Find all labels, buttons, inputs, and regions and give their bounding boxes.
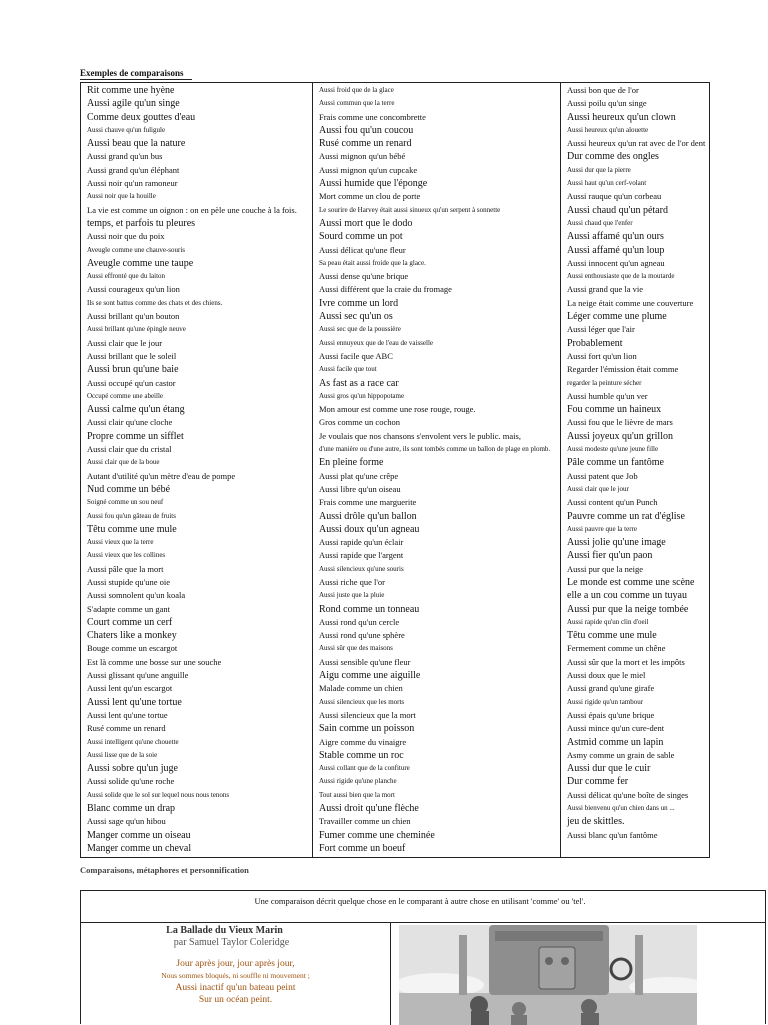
simile-entry: Aussi sûr que des maisons <box>319 644 393 653</box>
poem-author: par Samuel Taylor Coleridge <box>173 937 290 948</box>
simile-entry: Aussi mince qu'un cure-dent <box>567 723 665 734</box>
simile-entry: Est là comme une bosse sur une souche <box>87 656 222 667</box>
simile-entry: Aussi collant que de la confiture <box>319 764 410 773</box>
simile-entry: Aussi fort qu'un lion <box>567 350 637 361</box>
simile-entry: Tout aussi bien que la mort <box>319 790 395 799</box>
simile-entry: Fort comme un boeuf <box>319 842 406 854</box>
simile-entry: Nud comme un bébé <box>87 483 171 495</box>
simile-entry: Aussi courageux qu'un lion <box>87 284 180 295</box>
simile-entry: S'adapte comme un gant <box>87 603 170 614</box>
simile-entry: Frais comme une concombrette <box>319 111 426 122</box>
simile-entry: Aussi droit qu'une flèche <box>319 803 419 815</box>
simile-entry: Aussi modeste qu'une jeune fille <box>567 445 659 454</box>
simile-entry: Aussi beau que la nature <box>87 138 186 150</box>
simile-entry: Dur comme fer <box>567 776 629 788</box>
simile-entry: Malade comme un chien <box>319 683 403 694</box>
simile-entry: Aussi noir que la houille <box>87 192 156 201</box>
simile-entry: Bouge comme un escargot <box>87 643 178 654</box>
simile-entry: Aussi somnolent qu'un koala <box>87 590 186 601</box>
simile-entry: Aussi fou qu'un coucou <box>319 124 414 136</box>
simile-entry: Aussi dur que le cuir <box>567 763 651 775</box>
simile-entry: Aussi délicat qu'une fleur <box>319 244 406 255</box>
simile-entry: Rusé comme un renard <box>87 723 166 734</box>
simile-entry: Le sourire de Harvey était aussi sinueux qu'un serpent à sonnette <box>319 205 501 214</box>
simile-entry: Aussi innocent qu'un agneau <box>567 257 665 268</box>
simile-entry: jeu de skittles. <box>567 816 625 828</box>
simile-entry: Le monde est comme une scène <box>567 576 695 588</box>
simile-entry: Manger comme un oiseau <box>87 829 191 841</box>
simile-entry: Aussi poilu qu'un singe <box>567 98 647 109</box>
poem-line: Sur un océan peint. <box>198 995 273 1005</box>
simile-entry: Aussi fou qu'un gâteau de fruits <box>87 511 176 520</box>
simile-entry: Aussi rigide qu'une planche <box>319 777 397 786</box>
section-heading-figures: Comparaisons, métaphores et personnification <box>80 865 249 875</box>
simile-entry: Aveugle comme une taupe <box>87 257 194 269</box>
simile-entry: Chaters like a monkey <box>87 630 177 642</box>
poem-line: Jour après jour, jour après jour, <box>176 959 295 969</box>
simile-entry: temps, et parfois tu pleures <box>87 217 196 229</box>
simile-entry: Mon amour est comme une rose rouge, rouge. <box>319 404 476 415</box>
ship-illustration-svg <box>399 925 697 1025</box>
simile-entry: Aussi riche que l'or <box>319 576 385 587</box>
simile-entry: Astmid comme un lapin <box>567 736 664 748</box>
simile-entry: Aussi rapide qu'un clin d'oeil <box>567 617 649 626</box>
simile-entry: Aveugle comme une chauve-souris <box>87 245 186 254</box>
simile-entry: Aussi sec qu'un os <box>319 311 393 323</box>
simile-entry: Pâle comme un fantôme <box>567 457 664 469</box>
simile-entry: Aussi chaud que l'enfer <box>567 218 633 227</box>
simile-entry: Aussi heureux qu'un clown <box>567 111 676 123</box>
simile-entry: d'une manière ou d'une autre, ils sont tombés comme un ballon de plage en plomb. <box>319 445 551 454</box>
simile-entry: Aussi sec que de la poussière <box>319 325 401 334</box>
simile-entry: Aussi humide que l'éponge <box>319 178 428 190</box>
simile-entry: Aussi patent que Job <box>567 470 638 481</box>
simile-entry: Aussi brillant qu'un bouton <box>87 311 180 322</box>
simile-entry: Aussi plat qu'une crêpe <box>319 470 399 481</box>
simile-entry: Aussi solide que le sol sur lequel nous nous tenons <box>87 790 230 799</box>
simile-entry: Aussi noir que du poix <box>87 231 165 242</box>
simile-entry: Aussi mignon qu'un cupcake <box>319 164 418 175</box>
simile-entry: Aussi grand que la vie <box>567 284 644 295</box>
simile-entry: Aussi effronté que du laiton <box>87 272 166 281</box>
simile-entry: Ils se sont battus comme des chats et des chiens. <box>87 298 223 307</box>
simile-entry: Aussi calme qu'un étang <box>87 404 185 416</box>
definition-box <box>80 890 766 1024</box>
simile-entry: Sourd comme un pot <box>319 231 403 243</box>
simile-entry: Aussi silencieux que la mort <box>319 709 416 720</box>
simile-entry: Aussi commun que la terre <box>319 99 395 108</box>
simile-entry: Aussi chauve qu'un fuligule <box>87 125 166 134</box>
poem-line: Nous sommes bloqués, ni souffle ni mouvement ; <box>161 971 310 980</box>
similes-column-2 <box>313 83 561 857</box>
simile-entry: Aussi juste que la pluie <box>319 591 385 600</box>
simile-entry: Fermement comme un chêne <box>567 643 666 654</box>
simile-entry: Aussi clair que de la boue <box>87 458 160 467</box>
simile-entry: En pleine forme <box>319 457 384 469</box>
simile-entry: Têtu comme une mule <box>567 630 657 642</box>
simile-entry: La vie est comme un oignon : on en pèle une couche à la fois. <box>87 204 297 215</box>
simile-entry: Fumer comme une cheminée <box>319 829 435 841</box>
simile-entry: La neige était comme une couverture <box>567 297 694 308</box>
simile-entry: Aussi brillant que le soleil <box>87 350 177 361</box>
simile-entry: Aussi brillant qu'une épingle neuve <box>87 325 186 334</box>
simile-entry: Aussi lent qu'un escargot <box>87 683 173 694</box>
simile-entry: Aussi doux qu'un agneau <box>319 523 420 535</box>
simile-entry: Aussi clair que le jour <box>567 484 629 493</box>
simile-entry: Aussi blanc qu'un fantôme <box>567 829 658 840</box>
simile-entry: Aussi heureux qu'un rat avec de l'or dent <box>567 138 706 149</box>
simile-entry: Aussi clair qu'une cloche <box>87 417 173 428</box>
simile-entry: Aussi rauque qu'un corbeau <box>567 191 662 202</box>
simile-entry: Aussi solide qu'une roche <box>87 776 175 787</box>
simile-entry: Gros comme un cochon <box>319 417 400 428</box>
simile-entry: Aussi noir qu'un ramoneur <box>87 178 178 189</box>
simile-entry: Soigné comme un sou neuf <box>87 498 164 507</box>
simile-entry: Aussi facile que ABC <box>319 350 393 361</box>
simile-entry: regarder la peinture sécher <box>567 378 642 387</box>
simile-entry: Dur comme des ongles <box>567 151 659 163</box>
ship-deck-illustration <box>399 925 697 1025</box>
similes-table <box>80 82 710 858</box>
simile-entry: Court comme un cerf <box>87 616 173 628</box>
simile-entry: Aussi pur que la neige tombée <box>567 603 689 615</box>
simile-entry: Aussi sûr que la mort et les impôts <box>567 656 685 667</box>
simile-entry: As fast as a race car <box>319 377 399 389</box>
simile-entry: Aussi facile que tout <box>319 365 377 374</box>
simile-entry: Aussi heureux qu'un alouette <box>567 125 649 134</box>
simile-entry: Aigu comme une aiguille <box>319 670 421 682</box>
similes-column-3 <box>561 83 709 857</box>
simile-entry: Aussi stupide qu'une oie <box>87 576 170 587</box>
simile-entry: Aussi rigide qu'un tambour <box>567 697 644 706</box>
simile-entry: Aussi clair que le jour <box>87 337 163 348</box>
simile-entry: Aussi dense qu'une brique <box>319 271 409 282</box>
simile-entry: Aussi sensible qu'une fleur <box>319 656 411 667</box>
simile-entry: Aussi glissant qu'une anguille <box>87 670 189 681</box>
simile-entry: Aussi bon que de l'or <box>567 85 639 95</box>
simile-entry: Aussi rapide qu'un éclair <box>319 537 404 548</box>
simile-entry: Aussi vieux que les collines <box>87 551 166 560</box>
simile-entry: Aussi haut qu'un cerf-volant <box>567 179 647 188</box>
simile-entry: Ivre comme un lord <box>319 297 399 309</box>
simile-entry: Autant d'utilité qu'un mètre d'eau de pompe <box>87 470 236 481</box>
simile-entry: Aussi pauvre que la terre <box>567 524 637 533</box>
simile-entry: Aussi humble qu'un ver <box>567 390 648 401</box>
simile-entry: Aussi épais qu'une brique <box>567 709 655 720</box>
simile-entry: Aussi léger que l'air <box>567 324 635 335</box>
simile-entry: Aussi mort que le dodo <box>319 217 413 229</box>
simile-entry: Aussi délicat qu'une boîte de singes <box>567 789 689 800</box>
simile-entry: Aussi silencieux qu'une souris <box>319 564 404 573</box>
simile-entry: Aussi doux que le miel <box>567 670 646 681</box>
simile-entry: Aussi lent qu'une tortue <box>87 709 168 720</box>
simile-entry: Aussi sobre qu'un juge <box>87 763 178 775</box>
simile-entry: Aussi lent qu'une tortue <box>87 696 182 708</box>
simile-entry: Regarder l'émission était comme <box>567 364 679 375</box>
simile-entry: Rit comme une hyène <box>87 85 175 96</box>
simile-entry: Léger comme une plume <box>567 311 667 323</box>
simile-entry: Aussi rapide que l'argent <box>319 550 404 561</box>
simile-entry: Aussi rond qu'une sphère <box>319 630 405 641</box>
similes-column-1 <box>81 83 313 857</box>
simile-entry: Aussi pâle que la mort <box>87 563 164 574</box>
poem-panel <box>81 923 391 1025</box>
simile-entry: Aussi brun qu'une baie <box>87 364 179 376</box>
simile-entry: Blanc comme un drap <box>87 803 176 815</box>
simile-entry: Aussi dur que la pierre <box>567 165 631 174</box>
simile-entry: Aussi froid que de la glace <box>319 86 394 94</box>
simile-entry: Aussi fou que le lièvre de mars <box>567 417 673 428</box>
simile-entry: Aussi affamé qu'un ours <box>567 231 664 243</box>
simile-entry: Aussi libre qu'un oiseau <box>319 483 401 494</box>
simile-entry: Pauvre comme un rat d'église <box>567 510 685 522</box>
simile-entry: Aussi occupé qu'un castor <box>87 377 176 388</box>
simile-entry: Aussi clair que du cristal <box>87 444 172 455</box>
simile-entry: Aussi fier qu'un paon <box>567 550 653 562</box>
simile-entry: Aussi bienvenu qu'un chien dans un ... <box>567 804 675 813</box>
simile-entry: Frais comme une marguerite <box>319 497 417 508</box>
simile-entry: Aussi agile qu'un singe <box>87 98 180 110</box>
simile-entry: Aussi joyeux qu'un grillon <box>567 430 673 442</box>
simile-entry: Aussi grand qu'un bus <box>87 151 163 162</box>
simile-entry: Aussi pur que la neige <box>567 563 644 574</box>
simile-entry: Aussi enthousiaste que de la moutarde <box>567 272 675 281</box>
simile-entry: Aussi rond qu'un cercle <box>319 616 400 627</box>
simile-entry: Aussi gros qu'un hippopotame <box>319 391 405 400</box>
simile-definition: Une comparaison décrit quelque chose en le comparant à autre chose en utilisant 'comme' ou 'tel'. <box>81 891 765 923</box>
simile-entry: Travailler comme un chien <box>319 816 411 827</box>
simile-entry: Stable comme un roc <box>319 749 404 761</box>
simile-entry: Aussi mignon qu'un bébé <box>319 151 406 162</box>
simile-entry: Aussi ennuyeux que de l'eau de vaisselle <box>319 338 434 347</box>
simile-entry: Aussi différent que la craie du fromage <box>319 284 452 295</box>
simile-entry: Aussi drôle qu'un ballon <box>319 510 417 522</box>
simile-entry: Sa peau était aussi froide que la glace. <box>319 258 426 267</box>
simile-entry: Aussi vieux que la terre <box>87 538 154 547</box>
poem-title: La Ballade du Vieux Marin <box>166 925 283 936</box>
simile-entry: Probablement <box>567 337 623 349</box>
simile-entry: Je voulais que nos chansons s'envolent vers le public. mais, <box>319 430 521 441</box>
simile-entry: Rond comme un tonneau <box>319 603 420 615</box>
simile-entry: Sain comme un poisson <box>319 723 415 735</box>
simile-entry: Manger comme un cheval <box>87 842 192 854</box>
simile-entry: Aigre comme du vinaigre <box>319 736 407 747</box>
simile-entry: Aussi affamé qu'un loup <box>567 244 665 256</box>
simile-entry: Aussi intelligent qu'une chouette <box>87 737 179 746</box>
simile-entry: Occupé comme une abeille <box>87 391 163 400</box>
simile-entry: Aussi jolie qu'une image <box>567 537 666 549</box>
simile-entry: Propre comme un sifflet <box>87 430 184 442</box>
simile-entry: Aussi lisse que de la soie <box>87 750 158 759</box>
simile-entry: Aussi chaud qu'un pétard <box>567 204 668 216</box>
section-heading-examples: Exemples de comparaisons <box>80 68 192 80</box>
simile-entry: Rusé comme un renard <box>319 138 412 150</box>
simile-entry: Mort comme un clou de porte <box>319 191 421 202</box>
simile-entry: Comme deux gouttes d'eau <box>87 111 196 123</box>
simile-entry: Aussi grand qu'un éléphant <box>87 164 180 175</box>
simile-entry: Aussi content qu'un Punch <box>567 497 658 508</box>
simile-entry: Têtu comme une mule <box>87 523 177 535</box>
simile-entry: elle a un cou comme un tuyau <box>567 590 687 602</box>
simile-entry: Aussi grand qu'une girafe <box>567 683 655 694</box>
simile-entry: Aussi silencieux que les morts <box>319 697 405 706</box>
poem-line: Aussi inactif qu'un bateau peint <box>175 983 296 993</box>
simile-entry: Aussi sage qu'un hibou <box>87 816 166 827</box>
simile-entry: Asmy comme un grain de sable <box>567 749 675 760</box>
simile-entry: Fou comme un haineux <box>567 404 662 416</box>
